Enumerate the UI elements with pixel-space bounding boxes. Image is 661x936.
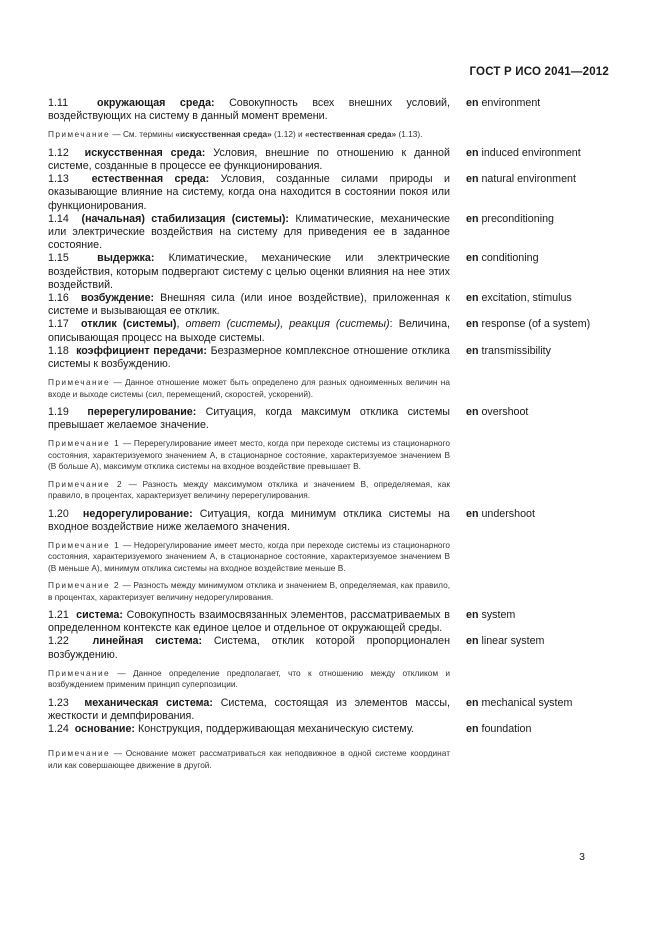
en-equivalent: en excitation, stimulus [466,292,572,305]
en-equivalent: en natural environment [466,173,576,186]
en-equivalent: en preconditioning [466,212,554,225]
term-title: линейная система: [92,635,202,648]
en-equivalent: en foundation [466,722,532,735]
term-definition: Конструкция, поддерживающая механическую систему. [137,722,415,735]
note: Примечание 1 — Перерегулирование имеет место, когда при переходе системы из стационарного состояния, характеризуемого значением А, в стационарное состояние, характеризуемое значением В (В больше А), максимум отклика системы на входное воздействие превышает В. [48,438,450,472]
term-title: коэффициент передачи: [76,344,207,357]
term-number: 1.19 [48,406,69,419]
en-equivalent: en mechanical system [466,696,573,709]
term-title: (начальная) стабилизация (системы): [81,212,289,225]
term-entry [48,173,618,213]
term-entry [48,147,618,173]
term-entry [48,252,618,292]
term-entry [48,97,618,123]
note: Примечание — См. термины «искусственная среда» (1.12) и «естественная среда» (1.13). [48,129,423,140]
en-equivalent: en transmissibility [466,344,551,357]
term-title: окружающая среда: [96,97,215,109]
term-definition: Ситуация, когда максимум отклика системы превышает желаемое значение. [48,406,450,432]
term-title: естественная среда: [91,173,210,186]
term-number: 1.20 [48,507,69,520]
term-definition: Величина, описывающая процесс на выходе системы. [48,318,450,344]
terms-body [48,97,618,777]
term-title: перерегулирование: [87,406,197,419]
term-entry [48,292,618,318]
term-number: 1.15 [48,252,69,265]
en-equivalent: en response (of a system) [466,318,591,331]
page-number: 3 [579,851,585,863]
term-definition: Система, отклик которой пропорционален возбуждению. [48,635,450,661]
note: Примечание — Данное определение предполагает, что к отношению между откликом и возбуждением применим принцип суперпозиции. [48,667,450,690]
en-equivalent: en undershoot [466,507,535,520]
term-number: 1.17 [48,318,69,331]
standard-header: ГОСТ Р ИСО 2041—2012 [469,66,609,78]
term-title: искусственная среда: [84,146,206,159]
term-number: 1.13 [48,173,69,186]
term-entry [48,345,618,371]
term-title: механическая система: [84,696,213,709]
note: Примечание 2 — Разность между минимумом отклика и значением В, определяемая, как правило, в процентах, характеризует величину недорегулирования. [48,580,450,602]
en-equivalent: en induced environment [466,146,581,159]
note: Примечание 2 — Разность между максимумом отклика и значением В, определяемая, как правило, в процентах, характеризует величину перерегулирования. [48,478,450,501]
note: Примечание — Основание может рассматриваться как неподвижное в одной системе координат или как совершающее движение в другой. [48,748,450,770]
term-title: система: [76,608,123,621]
term-entry [48,723,618,736]
term-definition: Условия, созданные силами природы и оказывающие влияние на систему, когда она находится в состоянии покоя или функционирования. [48,173,450,212]
term-entry [48,609,618,635]
en-equivalent: en system [466,608,516,621]
en-equivalent: en conditioning [466,252,539,265]
term-entry [48,508,618,534]
term-number: 1.22 [48,635,69,648]
note: Примечание 1 — Недорегулирование имеет место, когда при переходе системы из стационарного состояния, характеризуемого значением А, в стационарное состояние, характеризуемое значением В (В меньше А), минимум отклика системы на входное воздействие меньше В. [48,539,450,573]
term-definition: Внешняя сила (или иное воздействие), приложенная к системе и вызывающая ее отклик. [48,292,450,318]
en-equivalent: en overshoot [466,406,529,419]
term-entry [48,406,618,432]
term-definition: Совокупность взаимосвязанных элементов, рассматриваемых в определенном контексте как единое целое и отдельное от окружающей среды. [48,608,450,635]
term-definition: Безразмерное комплексное отношение отклика системы к возбуждению. [48,344,450,371]
term-definition: Ситуация, когда минимум отклика системы на входное воздействие ниже желаемого значения. [48,507,450,533]
term-number: 1.23 [48,696,69,709]
term-title: основание: [74,722,135,735]
term-definition: Климатические, механические или электрические воздействия на систему для приведения ее в заданное состояние. [48,212,450,252]
term-number: 1.21 [48,608,69,621]
term-synonyms: ответ (системы), реакция (системы) [185,318,390,331]
term-number: 1.16 [48,292,69,305]
note: Примечание — Данное отношение может быть определено для разных одноименных величин на входе и выходе системы (сил, перемещений, скоростей, ускорений). [48,377,450,399]
term-definition: Условия, внешние по отношению к данной системе, созданные в процессе ее функционирования. [48,146,450,173]
term-definition: Система, состоящая из элементов массы, жесткости и демпфирования. [48,696,450,722]
term-number: 1.12 [48,146,69,159]
term-title: выдержка: [97,252,155,265]
term-number: 1.11 [48,97,69,109]
term-number: 1.14 [48,212,69,225]
term-title: недорегулирование: [82,507,193,520]
term-entry [48,635,618,661]
term-number: 1.24 [48,722,69,735]
term-number: 1.18 [48,344,69,357]
en-equivalent: en environment [466,97,541,109]
en-equivalent: en linear system [466,635,545,648]
term-title: возбуждение: [80,292,155,305]
term-entry [48,213,618,253]
term-title: отклик (системы) [81,318,177,331]
term-definition: Совокупность всех внешних условий, воздействующих на систему в данный момент времени. [48,97,450,123]
term-entry [48,697,618,723]
term-entry: 1.17 отклик (системы), ответ (системы), реакция (системы): Величина, описывающая процесс на выходе системы. en response (of a system) [48,318,618,344]
term-definition: Климатические, механические или электрические воздействия, которым подвергают систему с целью оценки влияния на нее этих воздействий. [48,252,450,291]
